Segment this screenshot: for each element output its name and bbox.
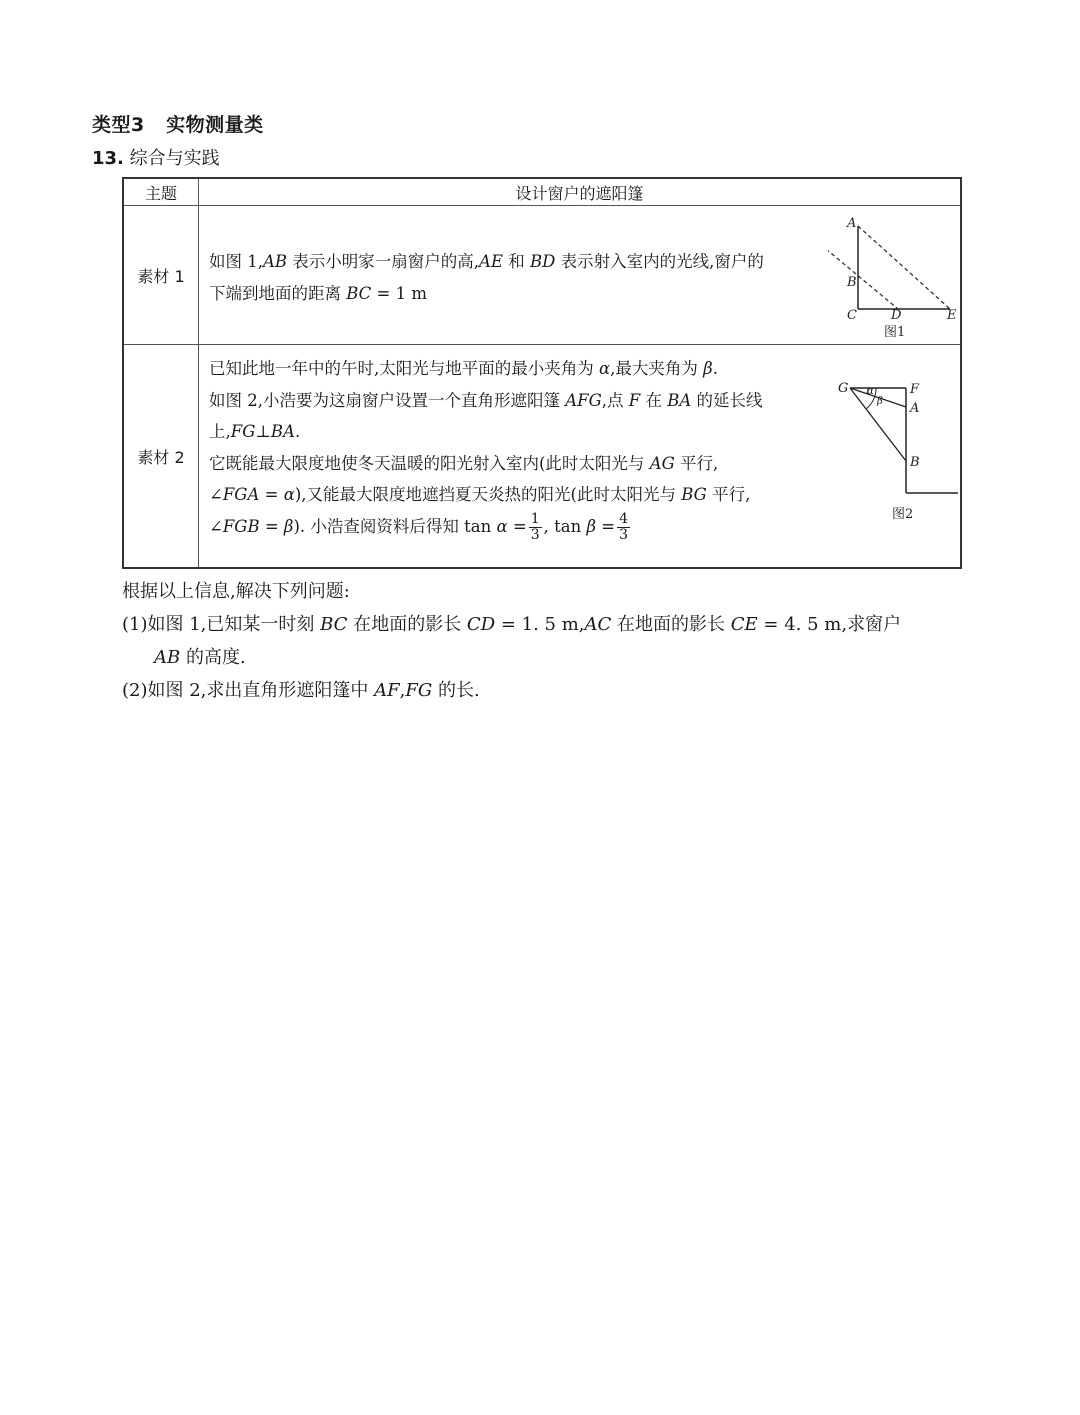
figure1-diagram (828, 213, 968, 343)
section-title: 类型3 实物测量类 (92, 114, 264, 136)
material2-line6: ∠FGB = β). 小浩查阅资料后得知 tan α = $\frac{1}{3}$ , tan β = $\frac{4}{3}$ (209, 510, 629, 543)
question-title (92, 144, 220, 170)
svg-text:B: B (910, 455, 920, 470)
svg-text:G: G (838, 381, 849, 396)
svg-text:A: A (847, 216, 857, 231)
svg-text:A: A (910, 401, 920, 416)
figure2-caption: 图2 (892, 507, 914, 522)
table-row-material1 (123, 206, 961, 345)
material1-line1: 如图 1,AB 表示小明家一扇窗户的高,AE 和 BD 表示射入室内的光线,窗户的 (209, 252, 764, 271)
material2-line3: 上,FG⊥BA. (209, 422, 301, 441)
questions-section (122, 575, 982, 707)
figure2-diagram (836, 364, 966, 524)
header-label: 主题 (123, 178, 199, 206)
question-topic: 综合与实践 (129, 148, 220, 169)
header-topic: 设计窗户的遮阳篷 (199, 178, 962, 206)
material2-line4: 它既能最大限度地使冬天温暖的阳光射入室内(此时太阳光与 AG 平行, (209, 453, 719, 473)
svg-text:α: α (867, 386, 874, 397)
material2-line1: 已知此地一年中的午时,太阳光与地平面的最小夹角为 α,最大夹角为 β. (209, 359, 718, 378)
question-number: 13. (92, 148, 124, 169)
table-row-material2 (123, 345, 961, 569)
question-1-cont: AB 的高度. (154, 647, 246, 668)
question-1: (1)如图 1,已知某一时刻 BC 在地面的影长 CD = 1. 5 m,AC 在地面的影长 CE = 4. 5 m,求窗户 (122, 614, 902, 635)
material1-content (199, 206, 962, 345)
svg-text:B: B (847, 275, 857, 290)
material2-text (209, 353, 829, 543)
info-table (122, 177, 962, 569)
material2-line2: 如图 2,小浩要为这扇窗户设置一个直角形遮阳篷 AFG,点 F 在 BA 的延长线 (209, 390, 763, 410)
material1-label: 素材 1 (123, 206, 199, 345)
material2-label: 素材 2 (123, 345, 199, 569)
tan-beta-fraction: $\frac{4}{3}$ (619, 510, 629, 543)
question-2: (2)如图 2,求出直角形遮阳篷中 AF,FG 的长. (122, 680, 480, 701)
material2-content (199, 345, 962, 569)
material1-line2: 下端到地面的距离 BC = 1 m (209, 284, 428, 303)
questions-intro: 根据以上信息,解决下列问题: (122, 581, 350, 602)
svg-text:E: E (947, 308, 957, 323)
figure1-caption: 图1 (884, 325, 906, 340)
material1-text (209, 246, 829, 310)
svg-text:D: D (891, 308, 902, 323)
svg-text:β: β (877, 396, 883, 407)
tan-alpha-fraction: $\frac{1}{3}$ (530, 510, 540, 543)
material2-line5: ∠FGA = α),又能最大限度地遮挡夏天炎热的阳光(此时太阳光与 BG 平行, (209, 485, 751, 504)
svg-text:C: C (847, 308, 857, 323)
svg-text:F: F (910, 382, 920, 397)
table-header-row (123, 178, 961, 206)
